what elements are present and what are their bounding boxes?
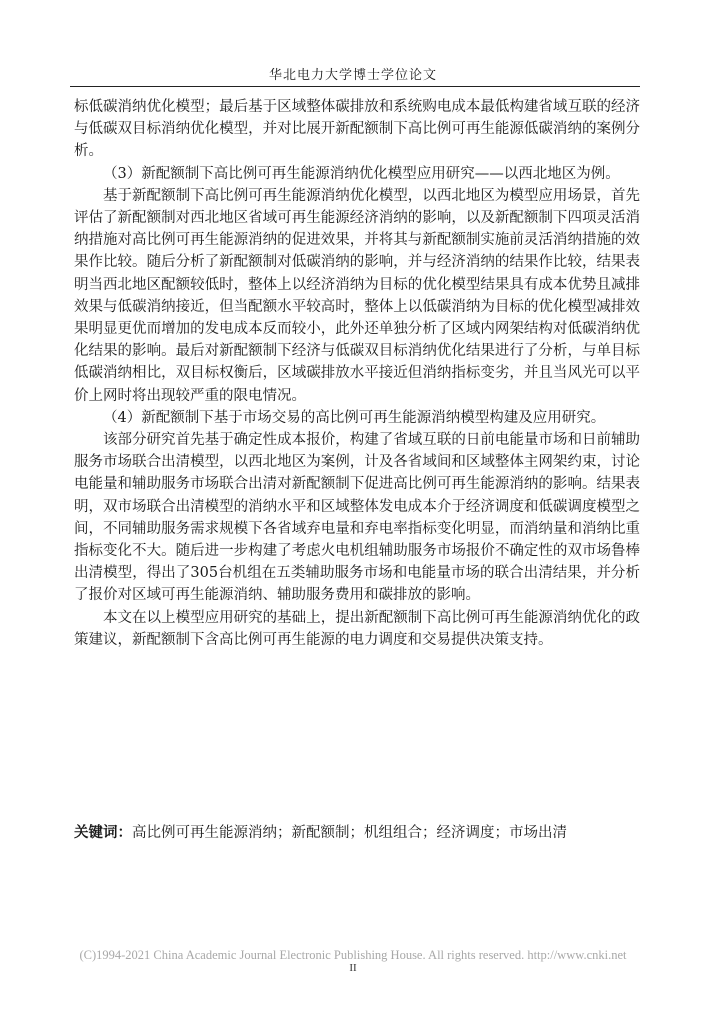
keywords-list: 高比例可再生能源消纳；新配额制；机组组合；经济调度；市场出清 <box>132 825 567 841</box>
page-number: II <box>349 962 357 974</box>
section-heading-4: （4）新配额制下基于市场交易的高比例可再生能源消纳模型构建及应用研究。 <box>103 409 606 426</box>
paragraph-section-3: 基于新配额制下高比例可再生能源消纳优化模型，以西北地区为模型应用场景，首先评估了新配额制对西北地区省域可再生能源经济消纳的影响，以及新配额制下四项灵活消纳措施对高比例可再生能源消纳的促进效果，并将其与新配额制实施前灵活消纳措施的效果作比较。随后分析了新配额制对低碳消纳的影响，并与经济消纳的结果作比较，结果表明当西北地区配额较低时，整体上以经济消纳为目标的优化模型结果具有成本优势且减排效果与低碳消纳接近，但当配额水平较高时，整体上以低碳消纳为目标的优化模型减排效果明显更优而增加的发电成本反而较小，此外还单独分析了区域内网架结构对低碳消纳优化结果的影响。最后对新配额制下经济与低碳双目标消纳优化结果进行了分析，与单目标低碳消纳相比，双目标权衡后，区域碳排放水平接近但消纳指标变劣，并且当风光可以平价上网时将出现较严重的限电情况。 <box>74 187 640 404</box>
keywords-line <box>74 822 640 844</box>
header-divider <box>70 86 640 87</box>
running-header: 华北电力大学博士学位论文 <box>268 68 437 83</box>
section-heading-3: （3）新配额制下高比例可再生能源消纳优化模型应用研究——以西北地区为例。 <box>103 165 620 182</box>
paragraph-conclusion: 本文在以上模型应用研究的基础上，提出新配额制下高比例可再生能源消纳优化的政策建议，新配额制下含高比例可再生能源的电力调度和交易提供决策支持。 <box>74 609 640 648</box>
paragraph-section-4: 该部分研究首先基于确定性成本报价，构建了省域互联的日前电能量市场和日前辅助服务市场联合出清模型，以西北地区为案例，计及各省域间和区域整体主网架约束，讨论电能量和辅助服务市场联合出清对新配额制下促进高比例可再生能源消纳的影响。结果表明，双市场联合出清模型的消纳水平和区域整体发电成本介于经济调度和低碳调度模型之间，不同辅助服务需求规模下各省域弃电量和弃电率指标变化明显，而消纳量和消纳比重指标变化不大。随后进一步构建了考虑火电机组辅助服务市场报价不确定性的双市场鲁棒出清模型，得出了305台机组在五类辅助服务市场和电能量市场的联合出清结果，并分析了报价对区域可再生能源消纳、辅助服务费用和碳排放的影响。 <box>74 432 640 604</box>
paragraph-continuation: 标低碳消纳优化模型；最后基于区域整体碳排放和系统购电成本最低构建省域互联的经济与低碳双目标消纳优化模型，并对比展开新配额制下高比例可再生能源低碳消纳的案例分析。 <box>74 99 640 160</box>
keywords-label: 关键词： <box>74 824 132 841</box>
copyright-watermark: (C)1994-2021 China Academic Journal Electronic Publishing House. All rights reserved. http://www.cnki.net <box>79 948 627 962</box>
abstract-body <box>74 96 640 651</box>
